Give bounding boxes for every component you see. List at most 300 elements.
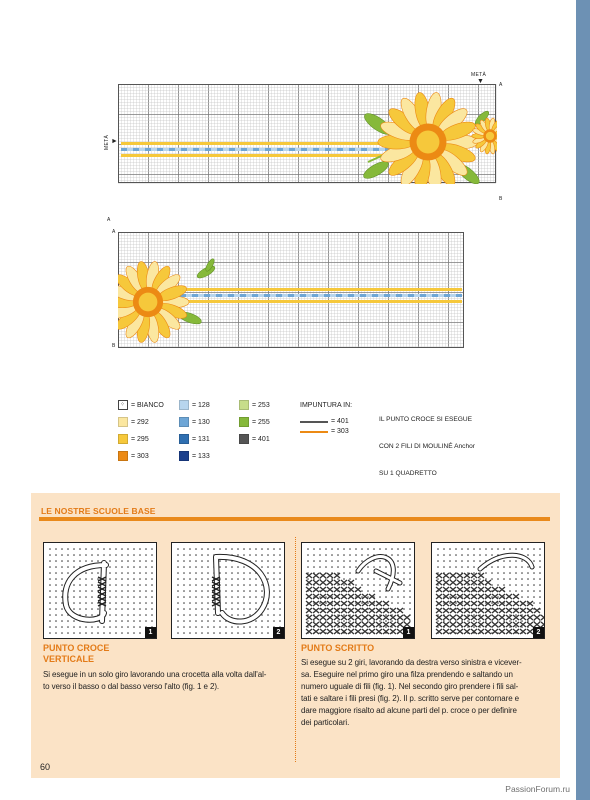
stitch [492,622,498,627]
fabric-dot [207,566,209,568]
fabric-dot [367,596,369,598]
fabric-dot [249,572,251,574]
fabric-dot [151,620,153,622]
fabric-dot [49,566,51,568]
fabric-dot [527,566,529,568]
fabric-dot [207,596,209,598]
fabric-dot [133,560,135,562]
fabric-dot [437,554,439,556]
fabric-dot [145,590,147,592]
fabric-dot [249,602,251,604]
fabric-dot [515,620,517,622]
fabric-dot [515,578,517,580]
fabric-dot [355,584,357,586]
fabric-dot [231,632,233,634]
fabric-dot [201,596,203,598]
fabric-dot [219,632,221,634]
needle-thread [358,557,400,589]
fabric-dot [403,602,405,604]
fabric-dot [49,578,51,580]
fabric-dot [139,584,141,586]
fabric-dot [521,620,523,622]
fabric-dot [485,554,487,556]
fabric-dot [307,566,309,568]
fabric-dot [255,602,257,604]
fabric-dot [379,578,381,580]
fabric-dot [97,626,99,628]
stitch [450,587,456,592]
fabric-dot [449,596,451,598]
fabric-dot [325,602,327,604]
fabric-dot [79,578,81,580]
fabric-dot [497,602,499,604]
fabric-dot [437,560,439,562]
fabric-dot [139,620,141,622]
fabric-dot [231,602,233,604]
fabric-dot [195,614,197,616]
fabric-dot [361,590,363,592]
fabric-dot [145,572,147,574]
fabric-dot [109,620,111,622]
thread-fill [216,557,267,622]
legend-item [239,417,270,427]
stitch [457,587,463,592]
fabric-dot [49,554,51,556]
fabric-dot [509,560,511,562]
fabric-dot [97,554,99,556]
fabric-dot [273,566,275,568]
fabric-dot [109,596,111,598]
fabric-dot [243,602,245,604]
fabric-dot [67,572,69,574]
fabric-dot [121,632,123,634]
stitch [450,573,456,578]
fabric-dot [521,578,523,580]
fabric-dot [133,632,135,634]
fabric-dot [79,608,81,610]
fabric-dot [367,578,369,580]
fabric-dot [145,548,147,550]
fabric-dot [225,578,227,580]
fabric-dot [225,602,227,604]
fabric-dot [397,554,399,556]
fabric-dot [115,572,117,574]
stitch [457,629,463,634]
legend-label: = 131 [192,435,210,443]
fabric-dot [61,572,63,574]
fabric-dot [503,578,505,580]
fabric-dot [243,608,245,610]
fabric-dot [279,584,281,586]
stitch [320,622,326,627]
fabric-dot [195,578,197,580]
stitch [443,587,449,592]
fabric-dot [237,590,239,592]
fabric-dot [177,614,179,616]
fabric-dot [85,608,87,610]
stitch [390,608,396,613]
fabric-dot [61,626,63,628]
stitch [478,580,484,585]
fabric-dot [279,620,281,622]
fabric-dot [189,554,191,556]
fabric-dot [515,614,517,616]
fabric-dot [319,596,321,598]
fabric-dot [109,560,111,562]
fabric-dot [201,626,203,628]
fabric-dot [195,632,197,634]
fabric-dot [361,554,363,556]
fabric-dot [313,566,315,568]
fabric-dot [437,548,439,550]
fabric-dot [97,560,99,562]
fabric-dot [177,572,179,574]
fabric-dot [273,602,275,604]
fabric-dot [183,560,185,562]
fabric-dot [509,578,511,580]
fabric-dot [49,596,51,598]
fabric-dot [409,554,411,556]
fabric-dot [373,584,375,586]
fabric-dot [145,608,147,610]
stitch [492,594,498,599]
fabric-dot [361,548,363,550]
legend-item [118,400,164,410]
stitch [436,629,442,634]
fabric-dot [279,614,281,616]
stitch [306,587,312,592]
fabric-dot [121,590,123,592]
legend-item [179,451,210,461]
fabric-dot [319,620,321,622]
stitch [327,608,333,613]
fabric-dot [145,554,147,556]
fabric-dot [139,578,141,580]
fabric-dot [349,572,351,574]
fabric-dot [485,548,487,550]
fabric-dot [225,626,227,628]
stitch [436,622,442,627]
fabric-dot [237,578,239,580]
fabric-dot [343,626,345,628]
fabric-dot [455,596,457,598]
fabric-dot [527,596,529,598]
fabric-dot [331,560,333,562]
fabric-dot [449,620,451,622]
stitch [520,601,526,606]
fabric-dot [473,620,475,622]
fabric-dot [337,620,339,622]
fabric-dot [385,620,387,622]
fabric-dot [355,578,357,580]
fabric-dot [231,572,233,574]
stitch [464,587,470,592]
stitch [457,615,463,620]
fabric-dot [61,560,63,562]
fabric-dot [237,584,239,586]
fabric-dot [249,608,251,610]
fabric-dot [225,548,227,550]
fabric-dot [409,608,411,610]
fabric-dot [449,578,451,580]
fabric-dot [219,548,221,550]
fabric-dot [55,566,57,568]
fabric-dot [61,554,63,556]
fabric-dot [367,566,369,568]
fabric-dot [337,560,339,562]
fabric-dot [349,620,351,622]
fabric-dot [231,578,233,580]
fabric-dot [403,584,405,586]
fabric-dot [373,578,375,580]
stitch [436,587,442,592]
fabric-dot [409,578,411,580]
fabric-dot [249,596,251,598]
stitch [327,622,333,627]
fabric-dot [73,626,75,628]
stitch [436,601,442,606]
stitch [520,615,526,620]
stitch [355,615,361,620]
stitch [492,587,498,592]
fabric-dot [403,548,405,550]
fabric-dot [273,620,275,622]
fabric-dot [49,602,51,604]
legend-label: = 295 [131,435,149,443]
fabric-dot [49,614,51,616]
fabric-dot [139,608,141,610]
fabric-dot [255,548,257,550]
fabric-dot [151,596,153,598]
fabric-dot [491,602,493,604]
fabric-dot [261,632,263,634]
fabric-dot [115,554,117,556]
fabric-dot [379,596,381,598]
fabric-dot [55,590,57,592]
fabric-dot [385,566,387,568]
fabric-dot [201,560,203,562]
fabric-dot [61,620,63,622]
fabric-dot [151,590,153,592]
fabric-dot [109,614,111,616]
fabric-dot [67,548,69,550]
fabric-dot [391,602,393,604]
title-rule [39,517,550,521]
swatch-133 [179,451,189,461]
fabric-dot [115,614,117,616]
fabric-dot [237,614,239,616]
fabric-dot [467,560,469,562]
fabric-dot [261,560,263,562]
stitch [341,594,347,599]
fabric-dot [97,578,99,580]
fabric-dot [103,626,105,628]
fabric-dot [491,596,493,598]
fabric-dot [279,566,281,568]
fabric-dot [533,620,535,622]
fabric-dot [121,566,123,568]
stitch [485,580,491,585]
fabric-dot [127,572,129,574]
fabric-dot [443,560,445,562]
stitch [313,622,319,627]
fabric-dot [133,584,135,586]
fabric-dot [391,590,393,592]
fabric-dot [213,608,215,610]
fabric-dot [409,548,411,550]
stitch [306,629,312,634]
fabric-dot [183,590,185,592]
fabric-dot [455,560,457,562]
stitch [306,622,312,627]
stitch [450,594,456,599]
fabric-dot [189,578,191,580]
figure-holbein-1 [301,542,415,639]
right-section-body [301,657,556,729]
fabric-dot [225,584,227,586]
fabric-dot [313,554,315,556]
fabric-dot [189,572,191,574]
fabric-dot [61,548,63,550]
fabric-dot [189,620,191,622]
fabric-dot [479,554,481,556]
fabric-dot [255,584,257,586]
fabric-dot [219,626,221,628]
fabric-dot [533,548,535,550]
stitch [506,601,512,606]
fabric-dot [491,572,493,574]
fabric-dot [491,620,493,622]
fabric-dot [455,620,457,622]
fabric-dot [279,608,281,610]
fabric-dot [79,560,81,562]
fabric-dot [85,596,87,598]
body-line: dei particolari. [301,718,350,727]
fabric-dot [133,566,135,568]
legend-item [118,417,149,427]
fabric-dot [479,560,481,562]
fabric-dot [55,596,57,598]
fabric-dot [325,560,327,562]
fabric-dot [115,632,117,634]
chart-top-marker-a: A [499,82,503,88]
fabric-dot [139,626,141,628]
fabric-dot [409,596,411,598]
fabric-dot [455,578,457,580]
fabric-dot [403,578,405,580]
fabric-dot [61,584,63,586]
fabric-dot [133,572,135,574]
fabric-dot [319,566,321,568]
fabric-dot [443,548,445,550]
fabric-dot [343,578,345,580]
fabric-dot [391,548,393,550]
fabric-dot [73,620,75,622]
stitch [327,629,333,634]
fabric-dot [139,632,141,634]
stitch [450,629,456,634]
fabric-dot [255,626,257,628]
fabric-dot [237,554,239,556]
fabric-dot [55,602,57,604]
fabric-dot [331,566,333,568]
fabric-dot [139,596,141,598]
fabric-dot [73,560,75,562]
fabric-dot [249,626,251,628]
fabric-dot [145,602,147,604]
fabric-dot [409,572,411,574]
legend-label: = 255 [252,418,270,426]
fabric-dot [403,608,405,610]
fabric-dot [437,620,439,622]
fabric-dot [73,548,75,550]
body-line: Si esegue su 2 giri, lavorando da destra verso sinistra e vicever- [301,658,522,667]
stitch [464,608,470,613]
fabric-dot [267,566,269,568]
fabric-dot [331,554,333,556]
fabric-dot [355,560,357,562]
chart-top-arrow-down-icon: ▼ [477,78,485,85]
fabric-dot [367,554,369,556]
fabric-dot [267,560,269,562]
fabric-dot [243,584,245,586]
fabric-dot [255,608,257,610]
fabric-dot [273,560,275,562]
stitch [313,608,319,613]
fabric-dot [461,566,463,568]
fabric-dot [533,602,535,604]
stitch [485,629,491,634]
right-section-title: PUNTO SCRITTO [301,643,375,653]
fabric-dot [343,584,345,586]
fabric-dot [379,584,381,586]
fabric-dot [331,548,333,550]
fabric-dot [109,626,111,628]
fabric-dot [455,566,457,568]
fabric-dot [97,632,99,634]
fabric-dot [189,566,191,568]
fabric-dot [55,578,57,580]
fabric-dot [237,572,239,574]
fabric-dot [527,548,529,550]
fabric-dot [515,566,517,568]
fabric-dot [373,566,375,568]
fabric-dot [319,554,321,556]
fabric-dot [491,548,493,550]
fabric-dot [261,584,263,586]
fabric-dot [349,548,351,550]
stitch [464,629,470,634]
fabric-dot [313,548,315,550]
fabric-dot [201,590,203,592]
fabric-dot [449,566,451,568]
legend-item [239,400,270,410]
fabric-dot [391,620,393,622]
fabric-dot [533,554,535,556]
fabric-dot [267,614,269,616]
fabric-dot [343,554,345,556]
fabric-dot [391,554,393,556]
fabric-dot [121,608,123,610]
fabric-dot [225,608,227,610]
fabric-dot [91,596,93,598]
swatch-255 [239,417,249,427]
fabric-dot [133,620,135,622]
stitch [313,587,319,592]
fabric-dot [515,560,517,562]
fabric-dot [91,578,93,580]
fabric-dot [195,572,197,574]
